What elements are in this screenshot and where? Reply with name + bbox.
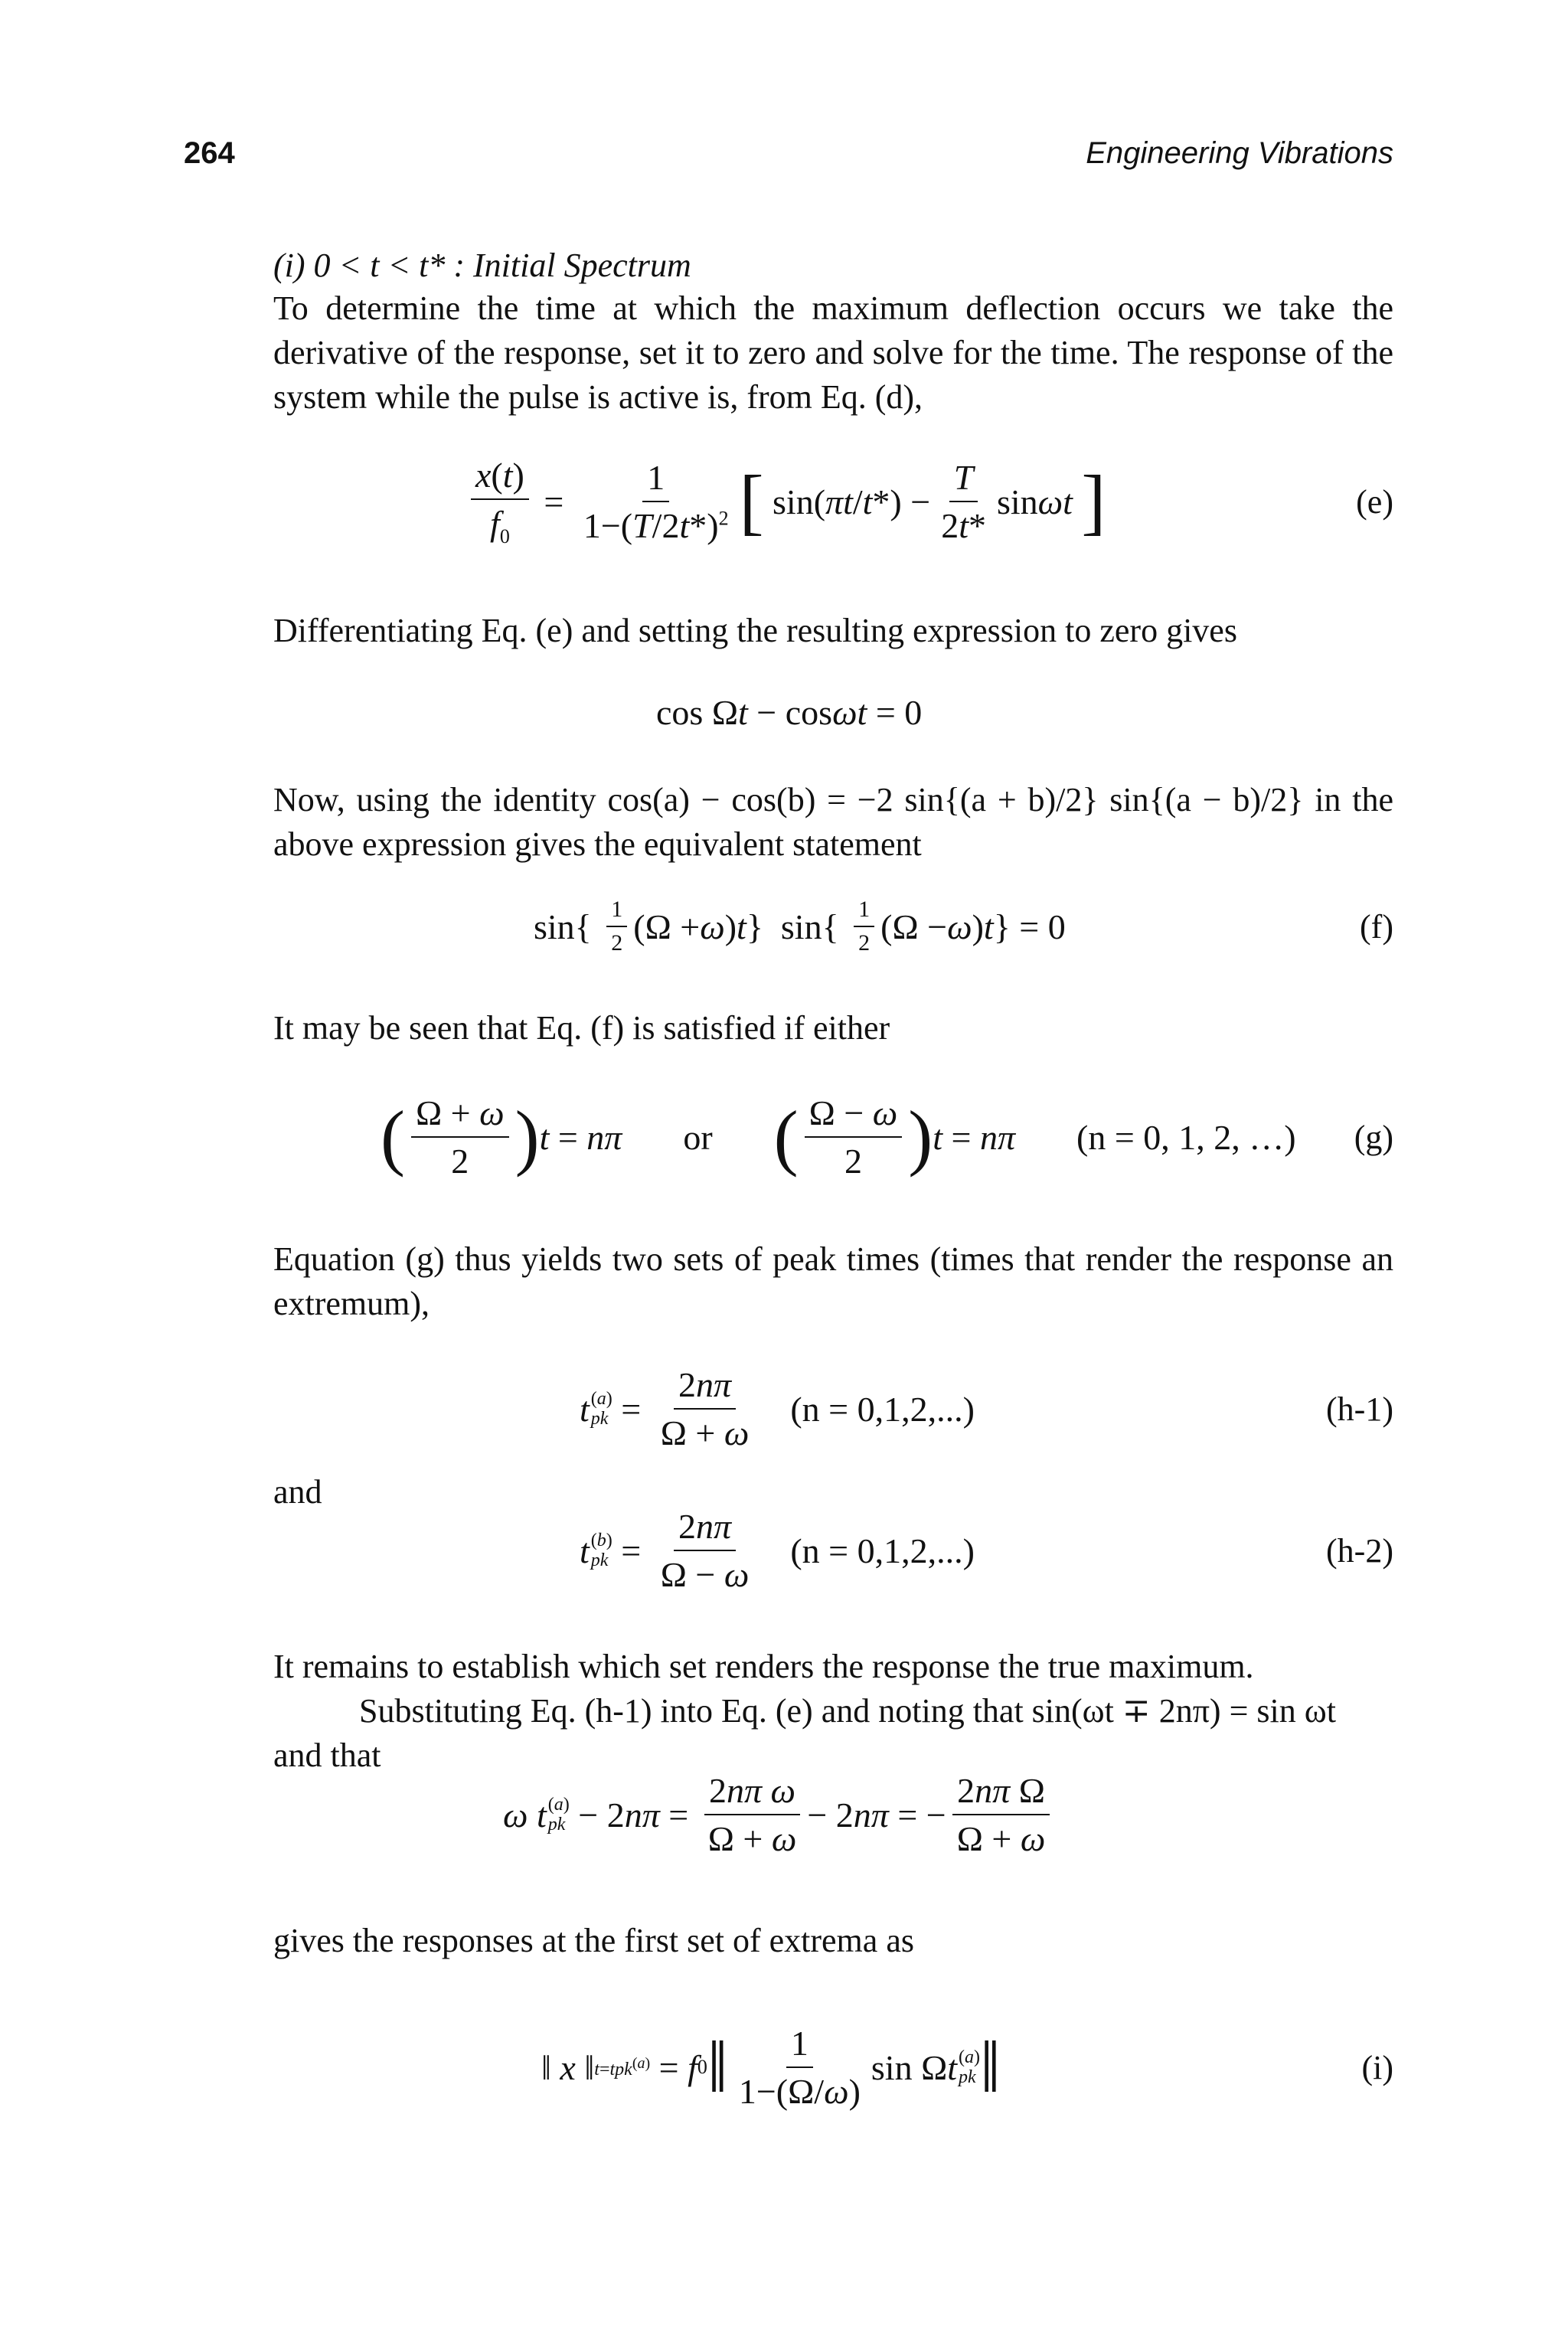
word-and-1-text: and bbox=[273, 1473, 322, 1511]
paragraph-8-text: gives the responses at the first set of extrema as bbox=[273, 1922, 914, 1959]
paragraph-7 bbox=[273, 1689, 1393, 1733]
equation-h1-range: (n = 0,1,2,...) bbox=[790, 1389, 975, 1429]
equation-h2-body: t (b) pk = $\frac{2n\pi}{\Omega - \omega}$ (n = 0,1,2,...) bbox=[580, 1507, 975, 1594]
paragraph-5 bbox=[273, 1237, 1393, 1326]
equation-g-range: (n = 0, 1, 2, …) bbox=[1076, 1117, 1296, 1157]
equation-i-label: (i) bbox=[1361, 2048, 1393, 2086]
paragraph-2 bbox=[273, 609, 1393, 653]
equation-omega-tpk-body: ω t (a) pk − 2 nπ = $\frac{\text{2nπ ω}}{\Omega + \omega}$ − 2 nπ = − $\frac{\text{2nπ Ω}}{\Omega + \omega}$ bbox=[503, 1761, 1056, 1868]
equation-h2 bbox=[273, 1497, 1393, 1604]
paragraph-5-text: Equation (g) thus yields two sets of peak times (times that render the response an extremum), bbox=[273, 1240, 1393, 1322]
equation-f bbox=[273, 880, 1393, 972]
equation-cos bbox=[273, 674, 1393, 750]
paragraph-6-text: It remains to establish which set renders the response the true maximum. bbox=[273, 1648, 1254, 1685]
paragraph-7-text: Substituting Eq. (h-1) into Eq. (e) and noting that sin(ωt ∓ 2nπ) = sin ωt bbox=[359, 1692, 1336, 1730]
equation-e-label: (e) bbox=[1356, 482, 1393, 521]
paragraph-3 bbox=[273, 778, 1393, 867]
equation-h1 bbox=[273, 1355, 1393, 1462]
equation-g-label: (g) bbox=[1354, 1118, 1393, 1156]
equation-i bbox=[273, 2006, 1393, 2129]
paragraph-3-text: Now, using the identity cos(a) − cos(b) = −2 sin{(a + b)/2} sin{(a − b)/2} in the above expression gives the equivalent statement bbox=[273, 781, 1393, 863]
equation-i-body: ‖ x ‖ t=tpk$^{(a)}$ = f 0 ‖ $\frac{1}{1-(\Omega/\omega)}$ sin Ω t (a) pk ‖ bbox=[541, 2024, 1001, 2111]
equation-h1-label: (h-1) bbox=[1326, 1390, 1393, 1428]
paragraph-8 bbox=[273, 1919, 1393, 1963]
paragraph-4-text: It may be seen that Eq. (f) is satisfied if either bbox=[273, 1009, 890, 1047]
equation-g-body: ( $\frac{\Omega + \omega}{2}$ ) t = nπ or ( $\frac{\Omega - \omega}{2}$ ) t = nπ (n = 0, 1, 2, …) bbox=[381, 1093, 1296, 1181]
equation-h1-body: t (a) pk = $\frac{2n\pi}{\Omega + \omega}$ (n = 0,1,2,...) bbox=[580, 1365, 975, 1452]
equation-f-body: sin{ $\frac{1}{2}$ (Ω + ω ) t } sin{ $\frac{1}{2}$ (Ω − ω ) t } = 0 bbox=[534, 897, 1066, 956]
paragraph-1-text: To determine the time at which the maximum deflection occurs we take the derivative of the response, set it to zero and solve for the time. The response of the system while the pulse is active is, from Eq. (d), bbox=[273, 289, 1393, 416]
paragraph-2-text: Differentiating Eq. (e) and setting the resulting expression to zero gives bbox=[273, 612, 1237, 649]
equation-omega-tpk bbox=[273, 1761, 1393, 1868]
equation-e-body: $\frac{x(t)}{f_0}$ = $\frac{1}{1-(T/2t*)^2}$ [ sin( πt / t *) − $\frac{T}{2t*}$ sin ωt ] bbox=[465, 444, 1106, 559]
paragraph-6 bbox=[273, 1645, 1393, 1689]
page-number: 264 bbox=[184, 136, 235, 170]
equation-f-label: (f) bbox=[1360, 907, 1393, 946]
running-title: Engineering Vibrations bbox=[1086, 136, 1393, 170]
paragraph-1 bbox=[273, 286, 1393, 420]
equation-e bbox=[273, 444, 1393, 559]
equation-cos-body: cos Ω t − cos ωt = 0 bbox=[656, 692, 923, 732]
section-heading bbox=[273, 243, 1393, 288]
equation-h2-label: (h-2) bbox=[1326, 1531, 1393, 1570]
paragraph-4 bbox=[273, 1006, 1393, 1050]
equation-g bbox=[273, 1080, 1393, 1194]
paragraph-7b-text: and that bbox=[273, 1736, 381, 1774]
equation-g-or: or bbox=[683, 1117, 713, 1157]
section-heading-text: (i) 0 < t < t* : Initial Spectrum bbox=[273, 247, 691, 284]
equation-h2-range: (n = 0,1,2,...) bbox=[790, 1531, 975, 1570]
